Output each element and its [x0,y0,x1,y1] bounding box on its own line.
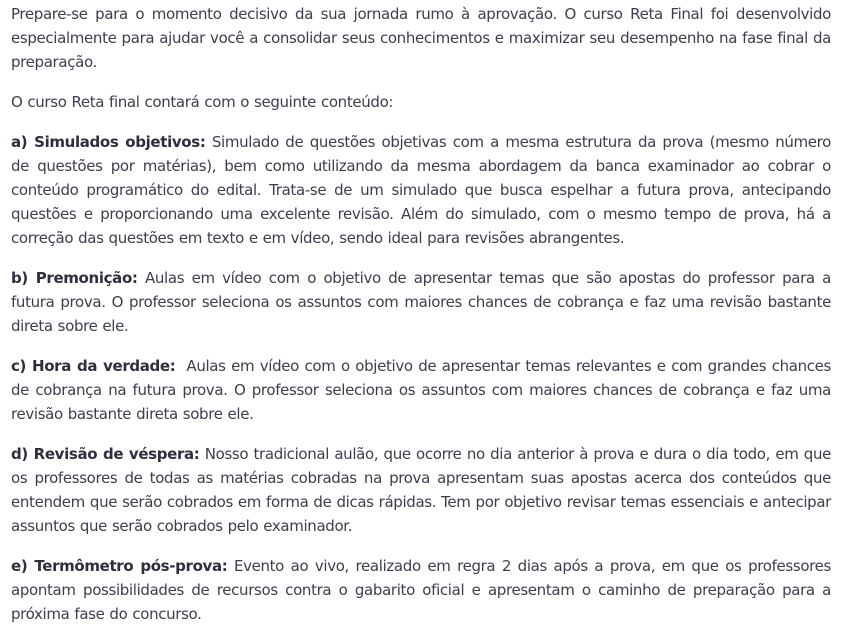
item-revisao-de-vespera [11,442,836,538]
content-heading: O curso Reta final contará com o seguinte conteúdo: [11,93,394,111]
item-text: Aulas em vídeo com o objetivo de apresentar temas que são apostas do professor para a futura prova. O professor seleciona os assuntos com maiores chances de cobrança e faz uma revisão bastante direta sobre ele. [11,269,836,335]
item-lead: e) Termômetro pós-prova: [11,557,228,575]
item-text: Aulas em vídeo com o objetivo de apresentar temas relevantes e com grandes chances de cobrança na futura prova. O professor seleciona os assuntos com maiores chances de cobrança e faz uma revisão bastante direta sobre ele. [11,357,836,423]
item-lead: b) Premonição: [11,269,138,287]
item-lead: c) Hora da verdade: [11,357,176,375]
item-termometro-pos-prova [11,554,836,626]
item-premonicao [11,266,836,338]
item-text: Simulado de questões objetivas com a mesma estrutura da prova (mesmo número de questões por matérias), bem como utilizando da mesma abordagem da banca examinador ao cobrar o conteúdo programático do edital. Trata-se de um simulado que busca espelhar a futura prova, antecipando questões e proporcionando uma excelente revisão. Além do simulado, com o mesmo tempo de prova, há a correção das questões em texto e em vídeo, sendo ideal para revisões abrangentes. [11,133,836,247]
item-hora-da-verdade [11,354,836,426]
item-text: Nosso tradicional aulão, que ocorre no dia anterior à prova e dura o dia todo, em que os professores de todas as matérias cobradas na prova apresentam suas apostas acerca dos conteúdos que entendem que serão cobrados em forma de dicas rápidas. Tem por objetivo revisar temas essenciais e antecipar assuntos que serão cobrados pelo examinador. [11,445,836,535]
course-description [11,2,836,642]
item-lead: d) Revisão de véspera: [11,445,200,463]
item-lead: a) Simulados objetivos: [11,133,206,151]
item-text: Evento ao vivo, realizado em regra 2 dias após a prova, em que os professores apontam possibilidades de recursos contra o gabarito oficial e apresentam o caminho de preparação para a próxima fase do concurso. [11,557,836,623]
item-simulados-objetivos [11,130,836,250]
intro-paragraph: Prepare-se para o momento decisivo da sua jornada rumo à aprovação. O curso Reta Final foi desenvolvido especialmente para ajudar você a consolidar seus conhecimentos e maximizar seu desempenho na fase final da preparação. [11,5,831,71]
